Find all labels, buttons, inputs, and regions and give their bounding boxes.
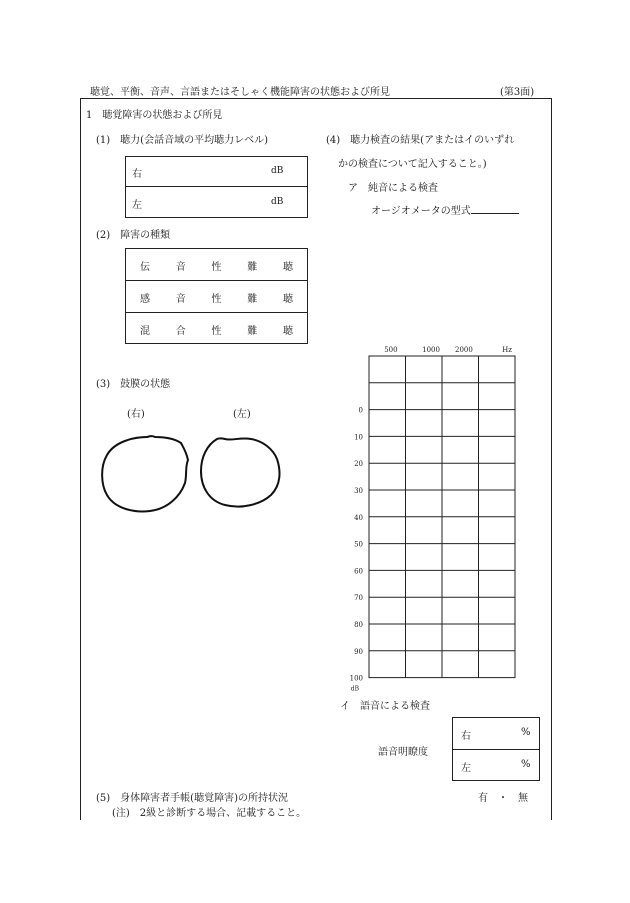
db-tick-label: 30	[354, 487, 363, 495]
db-tick-label: 80	[354, 621, 363, 629]
impairment-type-table	[125, 248, 308, 344]
speech-clarity-label: 語音明瞭度	[378, 747, 428, 758]
handbook-options[interactable]: 有 ・ 無	[478, 793, 528, 804]
sensorineural-option[interactable]: 感 音 性 難 聴	[126, 281, 307, 313]
speech-test-label: イ 語音による検査	[340, 701, 430, 712]
page-number: (第3面)	[500, 87, 535, 98]
left-eardrum-outline	[201, 438, 279, 506]
right-eardrum-outline	[102, 436, 188, 511]
db-tick-label: 20	[354, 460, 363, 469]
audiometer-model-label: オージオメータの型式	[371, 202, 519, 217]
speech-clarity-table	[452, 717, 540, 781]
hearing-level-label: (1) 聴力(会話音域の平均聴力レベル)	[96, 135, 268, 146]
handbook-note: (注) 2級と診断する場合、記載すること。	[112, 808, 307, 819]
eardrum-right-label: (右)	[127, 409, 145, 420]
freq-tick-label: 2000	[454, 346, 473, 354]
test-results-label-1: (4) 聴力検査の結果(アまたはイのいずれ	[326, 135, 515, 146]
conductive-option[interactable]: 伝 音 性 難 聴	[126, 249, 307, 281]
db-tick-label: 10	[354, 433, 363, 442]
hearing-level-table	[125, 156, 308, 218]
speech-left-label: 左	[461, 763, 471, 774]
speech-left-row	[453, 750, 539, 780]
db-tick-label: 60	[354, 567, 363, 576]
pure-tone-label: ア 純音による検査	[348, 183, 438, 194]
speech-left-field[interactable]: %	[521, 759, 531, 770]
speech-right-field[interactable]: %	[521, 727, 531, 738]
audiometer-model-field[interactable]	[471, 203, 519, 214]
eardrum-label: (3) 鼓膜の状態	[96, 379, 171, 390]
section-title: 1 聴覚障害の状態および所見	[86, 110, 223, 121]
eardrum-diagram[interactable]	[95, 425, 295, 525]
speech-right-row	[453, 718, 539, 750]
db-tick-label: 90	[354, 647, 363, 656]
hearing-right-label: 右	[132, 169, 142, 180]
handbook-label: (5) 身体障害者手帳(聴覚障害)の所持状況	[96, 793, 288, 804]
form-title: 聴覚、平衡、音声、言語またはそしゃく機能障害の状態および所見	[90, 87, 390, 98]
db-tick-label: 0	[358, 406, 363, 415]
mixed-option[interactable]: 混 合 性 難 聴	[140, 326, 293, 337]
db-tick-label: 70	[354, 594, 363, 603]
test-results-label-2: かの検査について記入すること。)	[338, 159, 487, 170]
db-unit-label: dB	[350, 685, 359, 693]
db-tick-label: 50	[354, 540, 363, 549]
hearing-left-row	[126, 187, 307, 217]
speech-right-label: 右	[461, 731, 471, 742]
hearing-right-db-field[interactable]: dB	[271, 166, 284, 176]
freq-unit-label: Hz	[502, 346, 512, 354]
freq-tick-label: 500	[384, 346, 398, 354]
audiogram-chart[interactable]	[340, 340, 540, 705]
db-tick-label: 100	[349, 674, 363, 683]
hearing-right-row	[126, 157, 307, 187]
impairment-type-label: (2) 障害の種類	[96, 230, 171, 241]
hearing-left-label: 左	[132, 200, 142, 211]
db-tick-label: 40	[354, 513, 363, 522]
eardrum-left-label: (左)	[233, 409, 251, 420]
freq-tick-label: 1000	[422, 346, 440, 354]
hearing-left-db-field[interactable]: dB	[271, 197, 284, 207]
